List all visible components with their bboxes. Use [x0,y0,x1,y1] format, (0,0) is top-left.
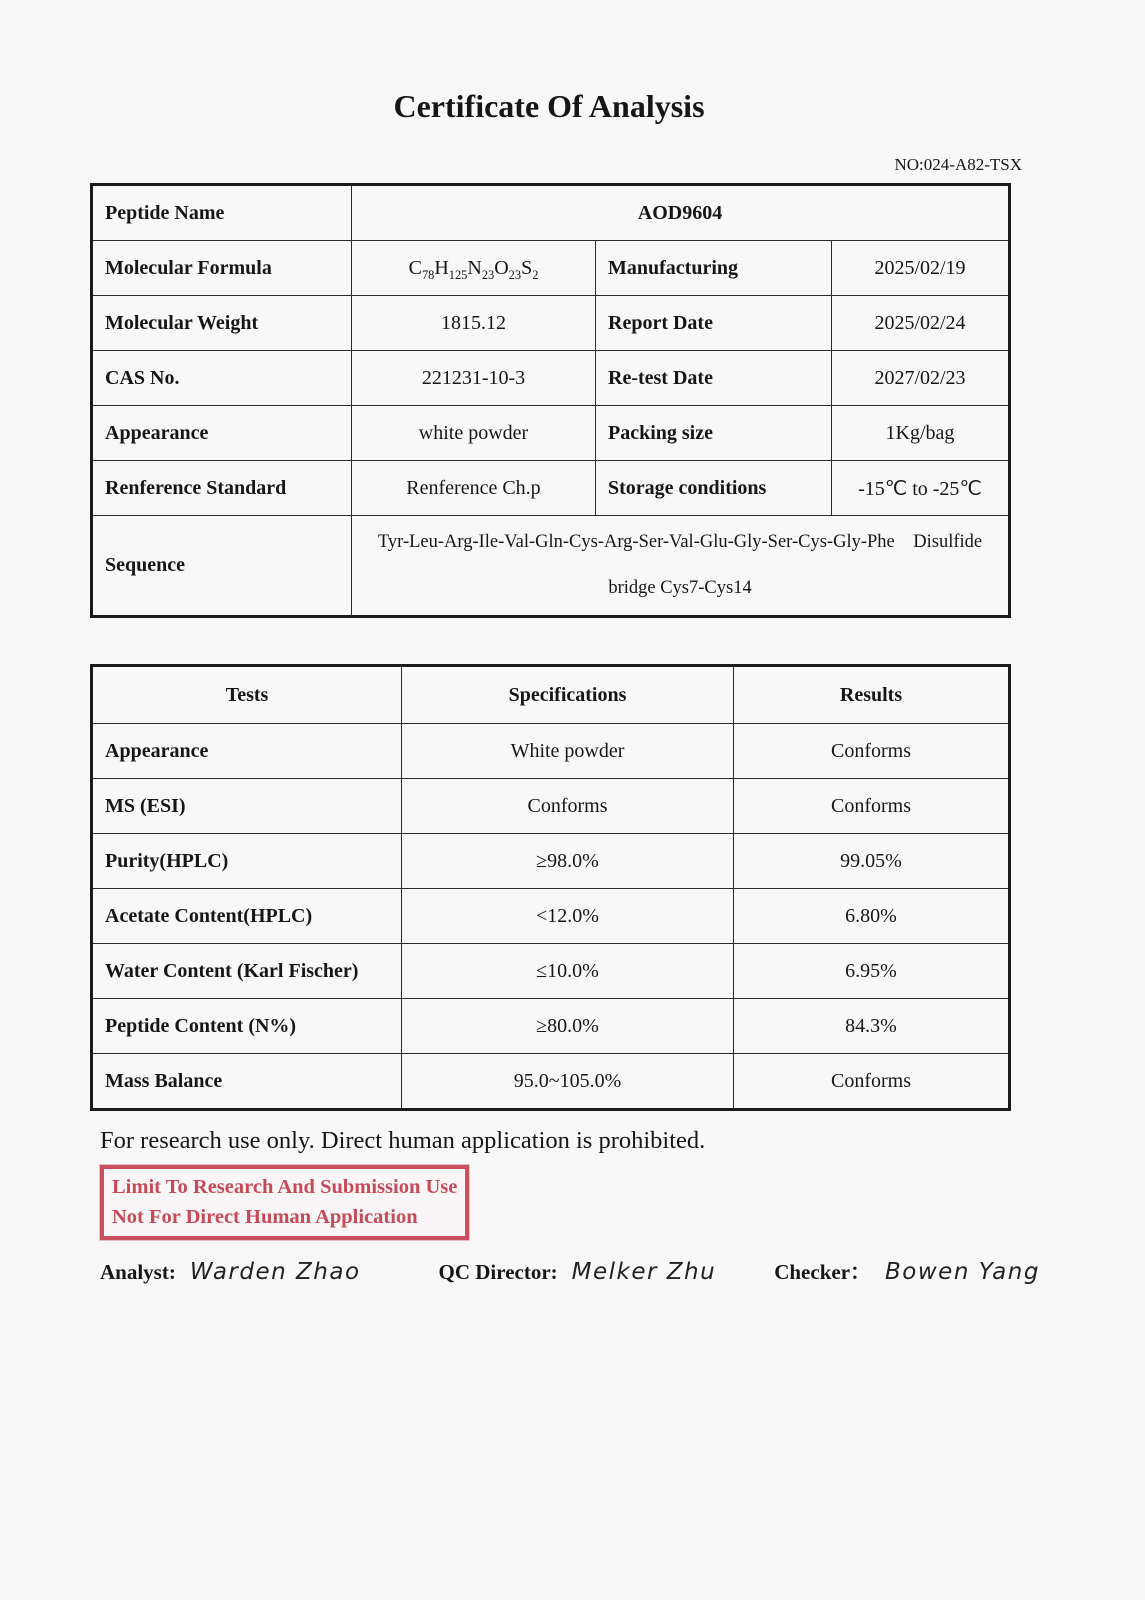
table-row [92,516,1010,617]
table-row [92,406,1010,461]
test-spec: ≥98.0% [402,834,734,889]
cas-no-value: 221231-10-3 [352,351,596,406]
retest-date-label: Re-test Date [596,351,832,406]
red-restriction-stamp [100,1165,469,1240]
peptide-name-label: Peptide Name [92,185,352,241]
checker-label: Checker： [774,1260,872,1285]
retest-date-value: 2027/02/23 [832,351,1010,406]
table-row [92,185,1010,241]
test-result: Conforms [734,724,1010,779]
qc-director-signature: Melker Zhu [571,1259,717,1286]
reference-standard-label: Renference Standard [92,461,352,516]
test-name: Peptide Content (N%) [92,999,402,1054]
table-row [92,296,1010,351]
appearance-value: white powder [352,406,596,461]
storage-conditions-value: -15℃ to -25℃ [832,461,1010,516]
packing-size-value: 1Kg/bag [832,406,1010,461]
sequence-line-2: bridge Cys7-Cys14 [608,577,752,598]
table-row [92,1054,1010,1110]
results-column-header: Results [734,666,1010,724]
table-row [92,461,1010,516]
test-results-table [90,664,1011,1111]
test-name: Water Content (Karl Fischer) [92,944,402,999]
certificate-page [90,0,1040,1286]
checker-signature: Bowen Yang [885,1259,1040,1286]
table-row [92,834,1010,889]
signature-row [90,1256,1040,1286]
document-number: NO:024-A82-TSX [894,155,1022,174]
manufacturing-value: 2025/02/19 [832,241,1010,296]
table-header-row [92,666,1010,724]
molecular-formula-label: Molecular Formula [92,241,352,296]
sequence-value [352,516,1010,617]
test-spec: <12.0% [402,889,734,944]
molecular-weight-value: 1815.12 [352,296,596,351]
stamp-line-2: Not For Direct Human Application [112,1205,418,1228]
table-row [92,351,1010,406]
reference-standard-value: Renference Ch.p [352,461,596,516]
molecular-formula-value: $C_{78}H_{125}N_{23}O_{23}S_2$ [352,241,596,296]
research-use-disclaimer: For research use only. Direct human application is prohibited. [100,1127,706,1154]
test-result: 84.3% [734,999,1010,1054]
test-result: 6.95% [734,944,1010,999]
report-date-value: 2025/02/24 [832,296,1010,351]
test-name: Purity(HPLC) [92,834,402,889]
manufacturing-label: Manufacturing [596,241,832,296]
test-result: Conforms [734,779,1010,834]
table-row [92,999,1010,1054]
stamp-line-1: Limit To Research And Submission Use [112,1176,458,1198]
molecular-weight-label: Molecular Weight [92,296,352,351]
table-row [92,779,1010,834]
table-row [92,241,1010,296]
report-date-label: Report Date [596,296,832,351]
test-result: Conforms [734,1054,1010,1110]
test-name: Appearance [92,724,402,779]
test-spec: White powder [402,724,734,779]
storage-conditions-label: Storage conditions [596,461,832,516]
peptide-name-value: AOD9604 [352,185,1010,241]
table-row [92,944,1010,999]
page-title: Certificate Of Analysis [393,88,705,124]
cas-no-label: CAS No. [92,351,352,406]
qc-director-label: QC Director: [438,1260,558,1285]
test-result: 6.80% [734,889,1010,944]
packing-size-label: Packing size [596,406,832,461]
analyst-label: Analyst: [100,1260,176,1285]
specifications-column-header: Specifications [402,666,734,724]
test-result: 99.05% [734,834,1010,889]
product-info-table [90,183,1011,618]
test-name: MS (ESI) [92,779,402,834]
test-spec: 95.0~105.0% [402,1054,734,1110]
sequence-label: Sequence [92,516,352,617]
test-spec: ≤10.0% [402,944,734,999]
table-row [92,724,1010,779]
analyst-signature: Warden Zhao [189,1259,361,1286]
test-spec: Conforms [402,779,734,834]
appearance-label: Appearance [92,406,352,461]
test-spec: ≥80.0% [402,999,734,1054]
sequence-line-1: Tyr-Leu-Arg-Ile-Val-Gln-Cys-Arg-Ser-Val-Glu-Gly-Ser-Cys-Gly-Phe Disulfide [377,532,983,553]
table-row [92,889,1010,944]
test-name: Mass Balance [92,1054,402,1110]
tests-column-header: Tests [92,666,402,724]
test-name: Acetate Content(HPLC) [92,889,402,944]
